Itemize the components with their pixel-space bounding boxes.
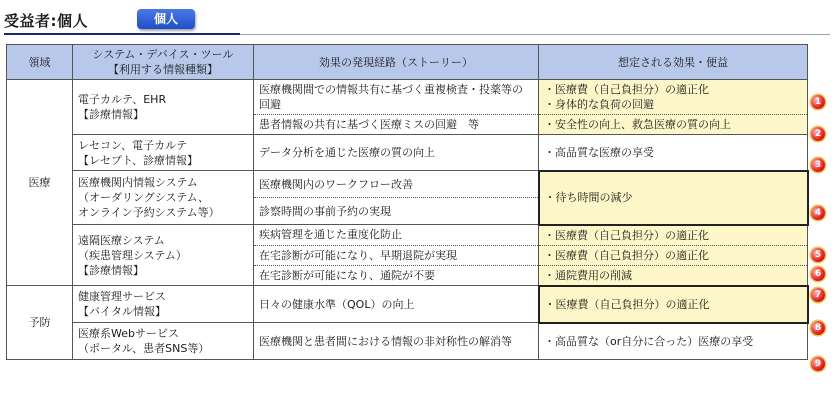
col-header-effect: 想定される効果・便益 [539, 45, 808, 80]
story-cell: 日々の健康水準（QOL）の向上 [254, 286, 539, 323]
effect-cell: ・通院費用の削減 [539, 265, 808, 286]
area-medical: 医療 [7, 80, 73, 286]
system-cell: レセコン、電子カルテ 【レセプト、診療情報】 [73, 135, 254, 171]
story-cell: 診察時間の事前予約の実現 [254, 198, 539, 225]
effect-cell: ・医療費（自己負担分）の適正化 [539, 225, 808, 246]
page-title: 受益者:個人 [4, 12, 88, 30]
story-cell: 医療機関と患者間における情報の非対称性の解消等 [254, 323, 539, 360]
col-header-area: 領域 [7, 45, 73, 80]
marker-3-icon: 3 [811, 158, 825, 172]
title-underline [4, 33, 240, 35]
marker-1-icon: 1 [811, 95, 825, 109]
system-cell: 健康管理サービス 【バイタル情報】 [73, 286, 254, 323]
system-cell: 遠隔医療システム （疾患管理システム） 【診療情報】 [73, 225, 254, 286]
table-header-row [7, 45, 808, 80]
effect-cell: ・高品質な（or自分に合った）医療の享受 [539, 323, 808, 360]
effect-cell: ・安全性の向上、救急医療の質の向上 [539, 115, 808, 135]
table-row [7, 80, 808, 115]
story-cell: 在宅診断が可能になり、早期退院が実現 [254, 245, 539, 265]
effect-cell: ・待ち時間の減少 [539, 171, 808, 225]
story-cell: 疾病管理を通じた重度化防止 [254, 225, 539, 246]
story-cell: 患者情報の共有に基づく医療ミスの回避 等 [254, 115, 539, 135]
table-row [7, 323, 808, 360]
story-cell: データ分析を通じた医療の質の向上 [254, 135, 539, 171]
marker-5-icon: 5 [811, 248, 825, 262]
effect-cell: ・医療費（自己負担分）の適正化 [539, 245, 808, 265]
marker-9-icon: 9 [811, 357, 825, 371]
marker-2-icon: 2 [811, 127, 825, 141]
effect-cell: ・高品質な医療の享受 [539, 135, 808, 171]
area-prevention: 予防 [7, 286, 73, 360]
table-row [7, 171, 808, 198]
col-header-system: システム・デバイス・ツール 【利用する情報種類】 [73, 45, 254, 80]
table-row [7, 225, 808, 246]
effect-line: ・身体的な負荷の回避 [544, 98, 654, 111]
story-cell: 在宅診断が可能になり、通院が不要 [254, 265, 539, 286]
marker-8-icon: 8 [811, 321, 825, 335]
system-cell: 医療系Webサービス （ポータル、患者SNS等） [73, 323, 254, 360]
effect-line: ・医療費（自己負担分）の適正化 [544, 83, 709, 96]
effect-cell: ・医療費（自己負担分）の適正化 [539, 286, 808, 323]
marker-4-icon: 4 [811, 206, 825, 220]
marker-6-icon: 6 [811, 267, 825, 281]
marker-7-icon: 7 [811, 288, 825, 302]
col-header-story: 効果の発現経路（ストーリー） [254, 45, 539, 80]
system-cell: 電子カルテ、EHR 【診療情報】 [73, 80, 254, 135]
effect-cell [539, 80, 808, 115]
story-cell: 医療機関内のワークフロー改善 [254, 171, 539, 198]
table-row [7, 286, 808, 323]
table-row [7, 135, 808, 171]
beneficiary-tag: 個人 [137, 9, 195, 29]
story-cell: 医療機関間での情報共有に基づく重複検査・投薬等の回避 [254, 80, 539, 115]
header-rule [240, 34, 830, 35]
benefit-table [6, 44, 809, 360]
system-cell: 医療機関内情報システム （オーダリングシステム、 オンライン予約システム等） [73, 171, 254, 225]
